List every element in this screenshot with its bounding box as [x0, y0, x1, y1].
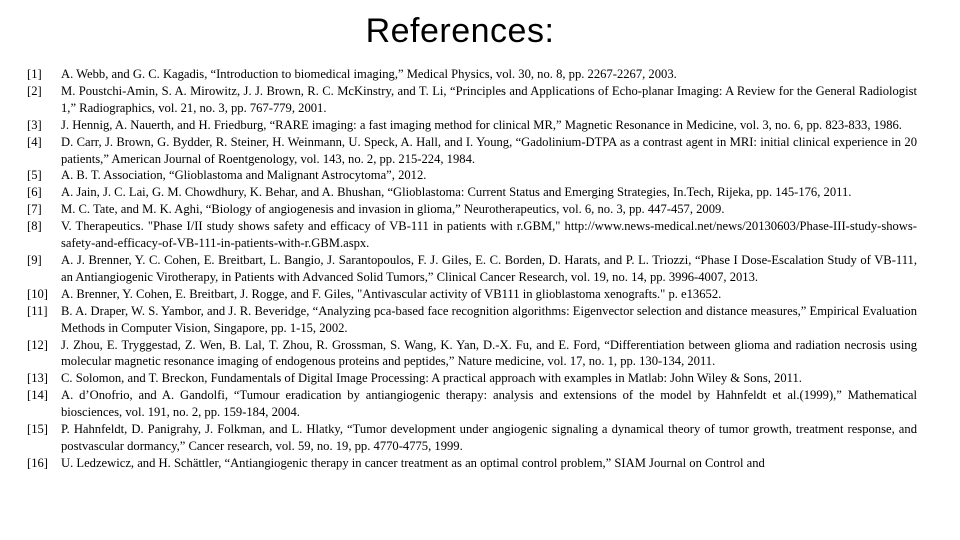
slide-title: References:	[365, 12, 555, 50]
reference-number: [13]	[27, 371, 48, 386]
reference-number: [12]	[27, 337, 48, 352]
reference-text: M. C. Tate, and M. K. Aghi, “Biology of angiogenesis and invasion in glioma,” Neurotherapeutics, vol. 6, no. 3, pp. 447-457, 2009.	[61, 202, 725, 217]
reference-number: [4]	[27, 134, 42, 149]
reference-number: [5]	[27, 168, 42, 183]
reference-item	[27, 421, 917, 455]
reference-text: B. A. Draper, W. S. Yambor, and J. R. Beveridge, “Analyzing pca-based face recognition algorithms: Eigenvector selection and distance measures,” Empirical Evaluation Methods in Computer Vision, Singapore, pp. 1-15, 2002.	[61, 303, 917, 335]
reference-item	[27, 134, 917, 168]
reference-item	[27, 303, 917, 337]
reference-item	[27, 370, 917, 387]
reference-text: M. Poustchi-Amin, S. A. Mirowitz, J. J. Brown, R. C. McKinstry, and T. Li, “Principles and Applications of Echo-planar Imaging: A Review for the General Radiologist 1,” Radiographics, vol. 21, no. 3, pp. 767-779, 2001.	[61, 83, 917, 115]
reference-text: J. Zhou, E. Tryggestad, Z. Wen, B. Lal, T. Zhou, R. Grossman, S. Wang, K. Yan, D.-X. Fu, and E. Ford, “Differentiation between glioma and radiation necrosis using molecular magnetic resonance imaging of endogenous proteins and peptides,” Nature medicine, vol. 17, no. 1, pp. 130-134, 2011.	[61, 337, 917, 369]
reference-number: [16]	[27, 455, 48, 470]
reference-number: [10]	[27, 286, 48, 301]
reference-item	[27, 184, 917, 201]
reference-number: [1]	[27, 67, 42, 81]
reference-number: [3]	[27, 117, 42, 132]
reference-text: V. Therapeutics. "Phase I/II study shows safety and efficacy of VB-111 in patients with r.GBM," http://www.news-medical.net/news/20130603/Phase-III-study-shows-safety-and-efficacy-of-VB-111-in-patients-with-r.GBM.aspx.	[61, 219, 917, 251]
reference-text: A. J. Brenner, Y. C. Cohen, E. Breitbart, L. Bangio, J. Sarantopoulos, F. J. Giles, E. C. Borden, D. Harats, and P. L. Triozzi, “Phase I Dose-Escalation Study of VB-111, an Antiangiogenic Virotherapy, in Patients with Advanced Solid Tumors,” Clinical Cancer Research, vol. 19, no. 14, pp. 3996-4007, 2013.	[61, 252, 917, 284]
reference-number: [9]	[27, 252, 42, 267]
reference-item	[27, 66, 917, 83]
reference-text: A. Webb, and G. C. Kagadis, “Introduction to biomedical imaging,” Medical Physics, vol. 30, no. 8, pp. 2267-2267, 2003.	[61, 67, 677, 81]
reference-item	[27, 286, 917, 303]
reference-item	[27, 252, 917, 286]
reference-text: U. Ledzewicz, and H. Schättler, “Antiangiogenic therapy in cancer treatment as an optimal control problem,” SIAM Journal on Control and	[61, 455, 765, 470]
reference-item	[27, 455, 917, 472]
reference-item	[27, 117, 917, 134]
reference-text: A. B. T. Association, “Glioblastoma and Malignant Astrocytoma”, 2012.	[61, 168, 427, 183]
reference-number: [6]	[27, 185, 42, 200]
reference-text: P. Hahnfeldt, D. Panigrahy, J. Folkman, and L. Hlatky, “Tumor development under angiogenic signaling a dynamical theory of tumor growth, treatment response, and postvascular dormancy,” Cancer research, vol. 59, no. 19, pp. 4770-4775, 1999.	[61, 422, 917, 453]
reference-text: D. Carr, J. Brown, G. Bydder, R. Steiner, H. Weinmann, U. Speck, A. Hall, and I. Young, “Gadolinium-DTPA as a contrast agent in MRI: initial clinical experience in 20 patients,” American Journal of Roentgenology, vol. 143, no. 2, pp. 215-224, 1984.	[61, 134, 917, 166]
reference-text: C. Solomon, and T. Breckon, Fundamentals of Digital Image Processing: A practical approach with examples in Matlab: John Wiley & Sons, 2011.	[61, 371, 802, 386]
reference-text: A. Jain, J. C. Lai, G. M. Chowdhury, K. Behar, and A. Bhushan, “Glioblastoma: Current Status and Emerging Strategies, In.Tech, Rijeka, pp. 145-176, 2011.	[61, 185, 852, 200]
reference-item	[27, 387, 917, 421]
reference-item	[27, 83, 917, 117]
reference-number: [14]	[27, 388, 48, 403]
reference-number: [7]	[27, 202, 42, 217]
reference-list	[27, 66, 917, 472]
reference-item	[27, 337, 917, 371]
reference-text: A. Brenner, Y. Cohen, E. Breitbart, J. Rogge, and F. Giles, "Antivascular activity of VB111 in glioblastoma xenografts." p. e13652.	[61, 286, 722, 301]
reference-text: J. Hennig, A. Nauerth, and H. Friedburg, “RARE imaging: a fast imaging method for clinical MR,” Magnetic Resonance in Medicine, vol. 3, no. 6, pp. 823-833, 1986.	[61, 117, 902, 132]
reference-number: [2]	[27, 83, 42, 98]
reference-number: [15]	[27, 422, 48, 437]
reference-number: [8]	[27, 219, 42, 234]
reference-item	[27, 167, 917, 184]
reference-item	[27, 201, 917, 218]
reference-text: A. d’Onofrio, and A. Gandolfi, “Tumour eradication by antiangiogenic therapy: analysis and extensions of the model by Hahnfeldt et al.(1999),” Mathematical biosciences, vol. 191, no. 2, pp. 159-184, 2004.	[61, 388, 917, 420]
reference-item	[27, 218, 917, 252]
reference-number: [11]	[27, 303, 48, 318]
